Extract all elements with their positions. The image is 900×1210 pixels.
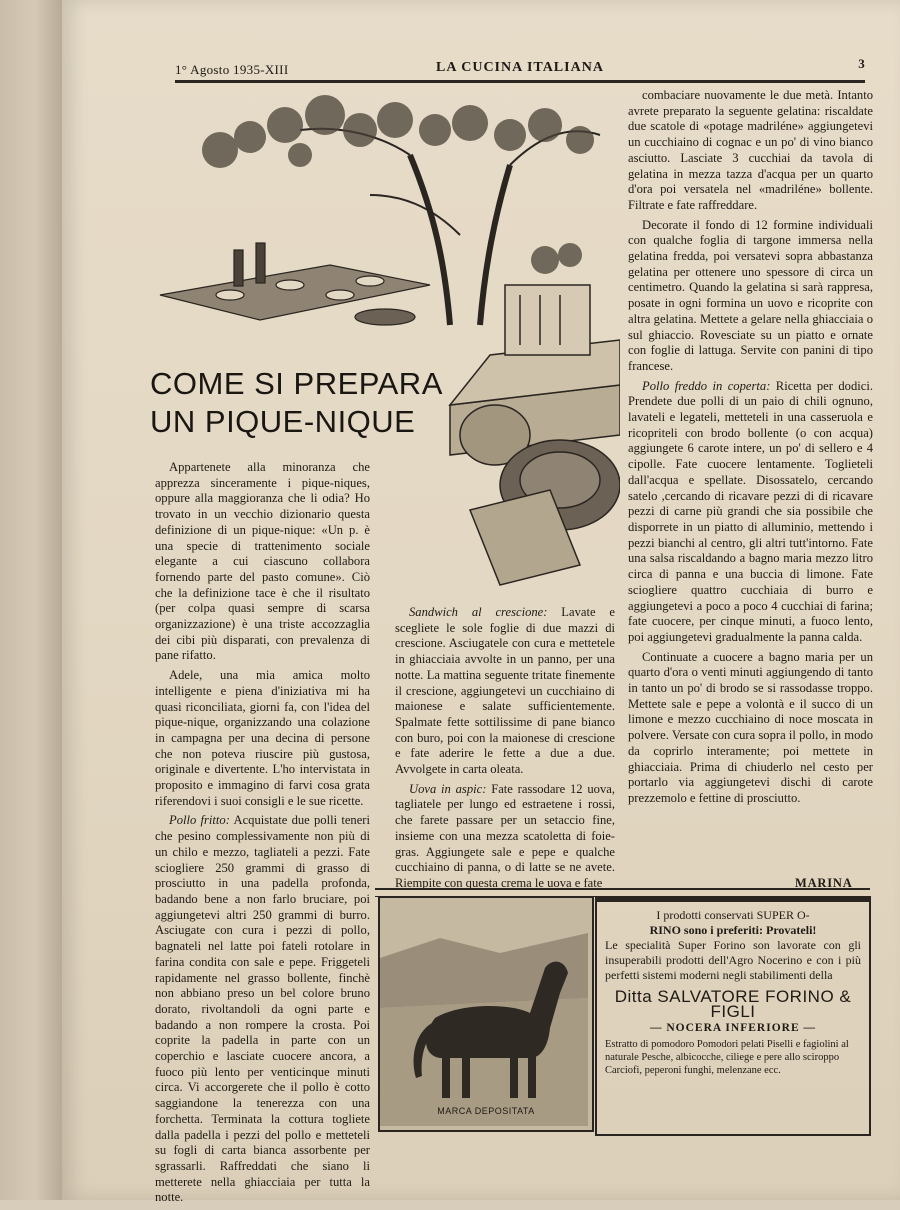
paragraph-formine: Decorate il fondo di 12 formine individuali con qualche foglia di targone immersa nella gelatina fredda, poi versatevi sopra abbastanza gelatina per ottenere uno spessore di circa un centimetro. Quando la gelatina si sarà rappresa, posate in ogni formina un uovo e ricoprite con altra gelatina. Mettete a gelare nella ghiacciaia o sul ghiaccio. Rovesciate su un piatto e ornate con foglie di lattuga. Servite con panini di tipo francese. <box>628 217 873 373</box>
picnic-blanket <box>160 243 430 325</box>
recipe-heading: Uova in aspic: <box>409 781 487 796</box>
recipe-pollo-fritto <box>155 813 370 1206</box>
page-header <box>175 58 865 83</box>
title-line-2: UN PIQUE-NIQUE <box>150 404 416 439</box>
advertisement-horse-panel <box>378 896 594 1132</box>
recipe-heading: Pollo freddo in coperta: <box>642 378 771 393</box>
recipe-text: Ricetta per dodici. Prendete due polli di un paio di chili ognuno, lavateli e legateli, metteteli in una casseruola e ricopriteli con brodo bollente (o con acqua) aggiungete 6 carote intere, un po' di sellero e 4 cipolle. Fate cuocere lentamente. Toglieteli dall'acqua e spellate. Disossatelo, cercando satelo ,cercando di ricavare pezzi di di ricavare pezzi di carne più grandi che sia possibile che disporrete in un piatto di alluminio, mettendo i pezzi bianchi al centro, gli altri tutt'intorno. Fate una salsa riscaldando a bagno maria mezzo litro circa di panna e una buccia di limone. Fate sciogliere quattro cucchiaia di burro e aggiungetevi a poco a poco 4 cucchiai di farina; fate cuocere, per cinque minuti, a fuoco lento, poi aggiungetevi gradualmente la panna calda. <box>628 378 873 644</box>
horse-trademark-image <box>380 898 588 1126</box>
title-line-1: COME SI PREPARA <box>150 366 443 401</box>
recipe-uova-aspic <box>395 782 615 892</box>
article-column-3 <box>628 88 873 811</box>
article-column-2 <box>395 605 615 896</box>
recipe-pollo-freddo <box>628 379 873 646</box>
ad-line-1: I prodotti conservati SUPER O- <box>656 908 810 922</box>
ad-line-2: RINO sono i preferiti: Provateli! <box>649 923 817 937</box>
paragraph-continuate: Continuate a cuocere a bagno maria per un quarto d'ora o venti minuti aggiungendo di tanto in tanto un po' di brodo se si rassodasse troppo. Mettete sale e pepe a volontà e il succo di un limone e mezzo cucchiaino di noce moscata in polvere. Versate con cura sopra il pollo, in modo da coprirlo interamente; poi mettete in ghiacciaia. Prima di chiuderlo nel cesto per portarlo via aggiungetevi dischi di carote prezzemolo e fettine di prosciutto. <box>628 649 873 805</box>
recipe-text: Acquistate due polli teneri che pesino complessivamente non più di un chilo e mezzo, tagliateli a pezzi. Fate sciogliere 250 grammi di grasso di prosciutto in una padella profonda, badando bene a non farlo bruciare, poi aggiungetevi altri 250 grammi di burro. Asciugate con cura i pezzi di pollo, bagnateli nel latte poi fateli rotolare in farina condita con sale e pepe. Friggeteli rapidamente nel grasso bollente, finchè non abbiano preso un bel colore bruno dorato, rivoltandoli da ogni parte e badando a non rompere la crosta. Poi coprite la padella in parte con un coperchio e lasciate cuocere ancora, a fuoco più lento per venticinque minuti circa. Vi accorgerete che il pollo è cotto saggiandone la tenerezza con una forchetta. Terminata la cottura togliete dalla padella i pezzi del pollo e metteteli su fogli di carta bianca assorbente per sgrassarli. Raffreddati che siano li metterete nella ghiacciaia per tutta la notte. <box>155 813 370 1205</box>
article-title <box>150 365 450 441</box>
recipe-text: Fate rassodare 12 uova, tagliatele per lungo ed estraetene i rossi, che farete passare per un setaccio fine, insieme con una mezza scatoletta di foie-gras. Aggiungete sale e pepe e qualche cucchiaino di panna, o di latte se ne avete. Riempite con questa crema le uova e fate <box>395 781 615 890</box>
recipe-heading: Sandwich al crescione: <box>409 605 548 619</box>
trademark-caption: MARCA DEPOSITATA <box>437 1106 535 1116</box>
paragraph-adele: Adele, una mia amica molto intelligente e piena d'iniziativa mi ha quasi riconciliata, giorni fa, con l'idea del pique-nique, organizzando una colazione in campagna per una decina di persone che non poteva riuscire più gustosa, originale e divertente. L'ho intervistata in proposito e immagino di farvi cosa grata riferendovi i suoi consigli e le sue ricette. <box>155 668 370 808</box>
issue-date: 1° Agosto 1935-XIII <box>175 62 289 77</box>
page-gutter <box>0 0 62 1200</box>
ad-brand: Ditta SALVATORE FORINO & FIGLI <box>614 987 852 1021</box>
article-column-1 <box>155 460 370 1210</box>
ad-products: Estratto di pomodoro Pomodori pelati Piselli e fagiolini al naturale Pesche, albicocche, ciliege e pere allo sciroppo Carciofi, peperoni funghi, melenzane ecc. <box>605 1039 849 1076</box>
paragraph-intro: Appartenete alla minoranza che apprezza sinceramente i pique-niques, oppure alla maggioranza che li odia? Ho trovato in un vecchio dizionario questa definizione di un pique-nique: «Un p. è una specie di trattenimento sociale elegante a cui ciascuno collabora fornendo parte del pasto comune». Ciò che la definizione tace è che il risultato (per colpa quasi sempre di scarsa organizzazione) è una triste accozzaglia dei cibi più disparati, con prevalenza di pane rifatto. <box>155 460 370 663</box>
ad-line-3: Le specialità Super Forino son lavorate con gli insuperabili prodotti dell'Agro Nocerino e con i più perfetti sistemi moderni negli stabilimenti della <box>605 938 861 982</box>
ad-body <box>605 908 861 1077</box>
masthead: LA CUCINA ITALIANA <box>436 60 604 75</box>
recipe-heading: Pollo fritto: <box>169 813 230 828</box>
advertisement-forino <box>595 896 871 1136</box>
paragraph-gelatina: combaciare nuovamente le due metà. Intanto avrete preparato la seguente gelatina: riscaldate due scatole di «potage madriléne» aggiungetevi un cucchiaino di cognac e un po' di vino bianco asciutto. Lasciate 3 cucchiai da tavola di gelatina in mezza tazza d'acqua per un quarto d'ora poi versatela nel «madriléne» bollente. Filtrate e fate raffreddare. <box>628 88 873 212</box>
page-number: 3 <box>858 56 865 71</box>
recipe-text: Lavate e scegliete le sole foglie di due mazzi di crescione. Asciugatele con cura e mettetele in ghiacciaia avvolte in un panno, per una notte. La mattina seguente tritate finemente il crescione, aggiungetevi un cucchiaino di maionese e salate sufficientemente. Spalmate fette sottilissime di pane bianco con buro, poi con la maionese di crescione e fate aderire le fette a due a due. Avvolgete in carta oleata. <box>395 605 615 777</box>
recipe-sandwich <box>395 605 615 778</box>
ad-town: — NOCERA INFERIORE — <box>649 1022 816 1034</box>
author-signature: MARINA <box>795 876 853 890</box>
